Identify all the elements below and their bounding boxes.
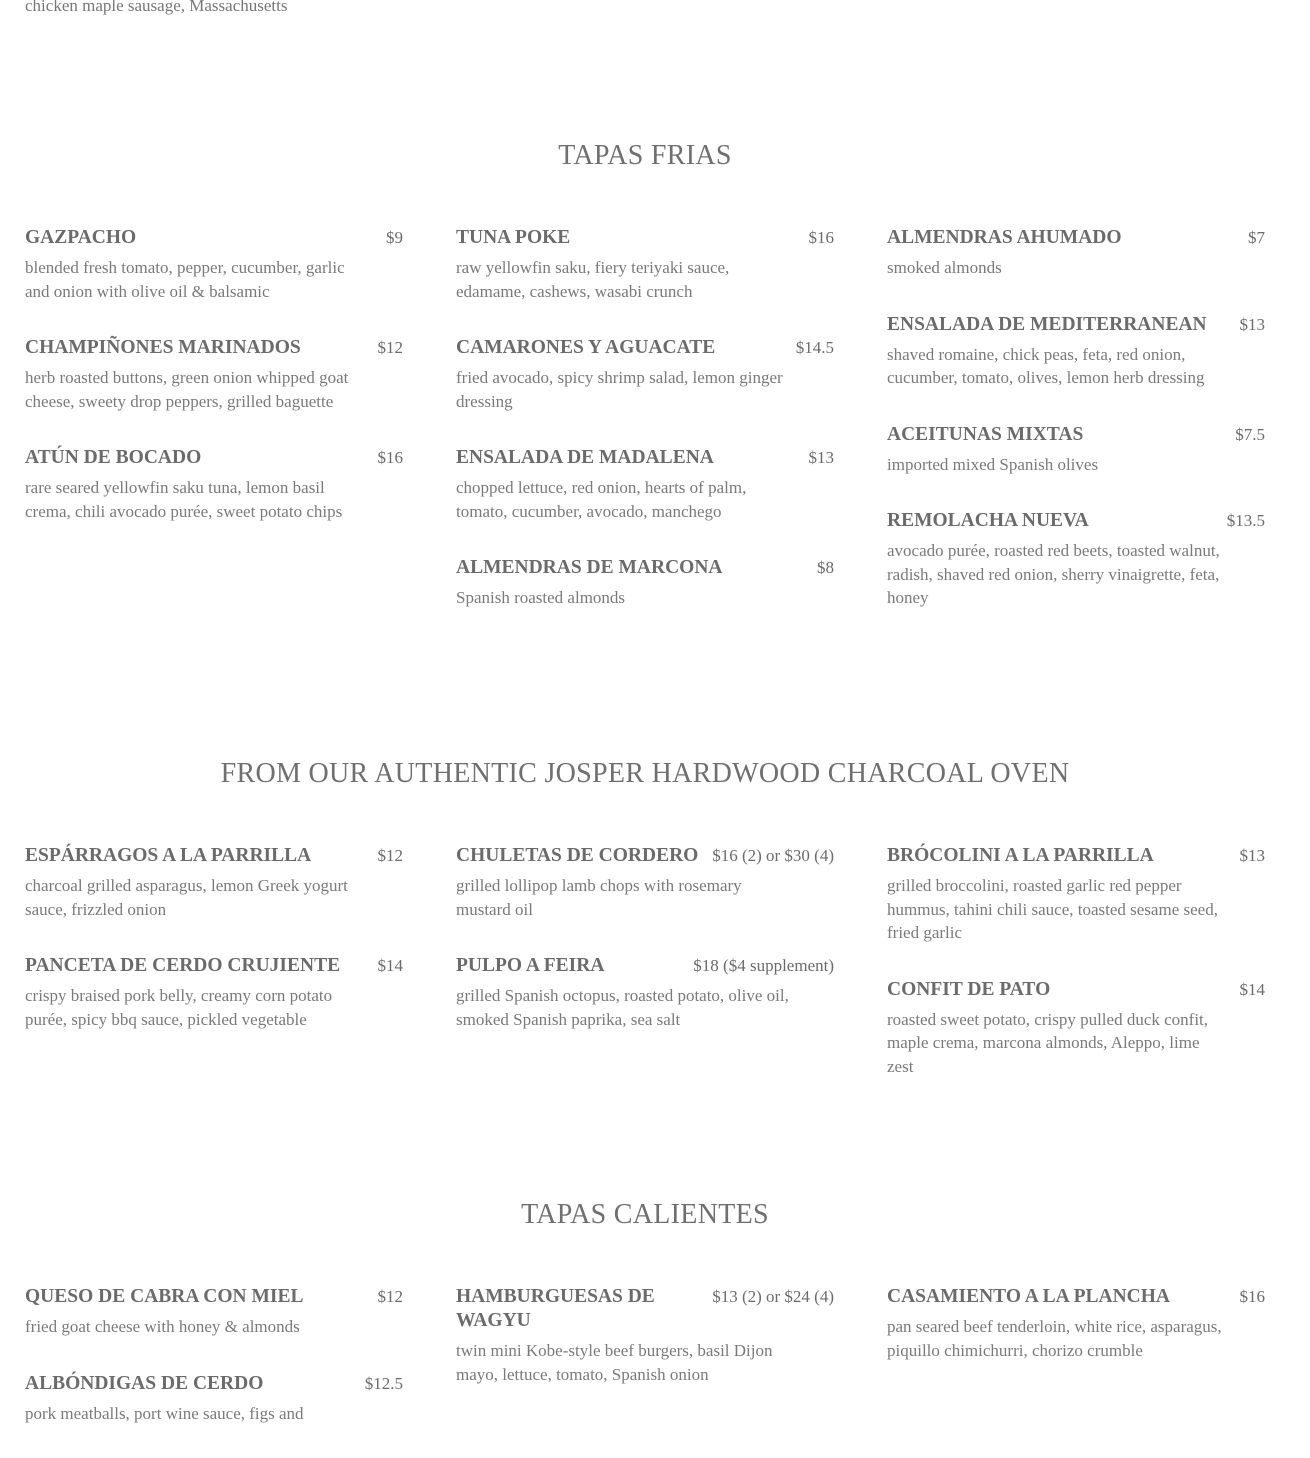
menu-item-price: $9: [386, 226, 403, 250]
menu-item-header: [25, 1285, 403, 1309]
menu-item: [25, 954, 403, 1031]
menu-item-name: BRÓCOLINI A LA PARRILLA: [887, 845, 1154, 866]
menu-item-description: fried goat cheese with honey & almonds: [25, 1317, 300, 1336]
menu-item: [456, 844, 834, 921]
menu-item-header: [456, 954, 834, 978]
menu-item-description: herb roasted buttons, green onion whipped goat cheese, sweety drop peppers, grilled baguette: [25, 368, 349, 411]
menu-item-name: TUNA POKE: [456, 227, 571, 248]
section-title: TAPAS CALIENTES: [521, 1199, 769, 1230]
menu-item: [887, 509, 1265, 610]
menu-item-description: smoked almonds: [887, 258, 1002, 277]
menu-item: [456, 336, 834, 413]
menu-item-description: blended fresh tomato, pepper, cucumber, garlic and onion with olive oil & balsamic: [25, 258, 345, 301]
menu-column: [887, 1285, 1265, 1395]
section-title: TAPAS FRIAS: [558, 140, 732, 171]
menu-item-price: $12: [378, 1285, 404, 1309]
menu-item: [887, 1285, 1265, 1362]
menu-item-description: grilled Spanish octopus, roasted potato, olive oil, smoked Spanish paprika, sea salt: [456, 986, 789, 1029]
menu-item-price: $7.5: [1235, 423, 1265, 447]
menu-item: [456, 226, 834, 303]
menu-item-name: ACEITUNAS MIXTAS: [887, 423, 1084, 445]
menu-item-name: PULPO A FEIRA: [456, 955, 605, 976]
menu-item-price: $13: [1240, 313, 1266, 337]
menu-item-description: imported mixed Spanish olives: [887, 454, 1099, 474]
menu-item-header: [887, 844, 1265, 868]
menu-column: [456, 226, 834, 643]
menu-column: [456, 844, 834, 1064]
menu-item-description: charcoal grilled asparagus, lemon Greek yogurt sauce, frizzled onion: [25, 876, 348, 919]
item-description: chicken maple sausage, Massachusetts: [25, 0, 288, 15]
menu-item-header: [456, 1285, 834, 1333]
menu-item-name: ALBÓNDIGAS DE CERDO: [25, 1372, 264, 1394]
menu-item-name: ALMENDRAS DE MARCONA: [456, 557, 723, 578]
menu-item-name: ENSALADA DE MEDITERRANEAN: [887, 313, 1207, 335]
menu-item-price: $13: [809, 446, 835, 470]
menu-item: [25, 1372, 403, 1426]
menu-item-description: rare seared yellowfin saku tuna, lemon basil crema, chili avocado purée, sweet potato chips: [25, 478, 343, 521]
menu-item-name: CONFIT DE PATO: [887, 978, 1051, 1000]
menu-item-description: shaved romaine, chick peas, feta, red onion, cucumber, tomato, olives, lemon herb dressing: [887, 344, 1205, 387]
menu-item: [887, 844, 1265, 945]
menu-item-price: $12.5: [365, 1372, 403, 1396]
menu-item-header: [887, 978, 1265, 1002]
menu-item-header: [25, 1372, 403, 1396]
menu-column: [456, 1285, 834, 1419]
menu-item-header: [25, 446, 403, 470]
menu-item-description: raw yellowfin saku, fiery teriyaki sauce, edamame, cashews, wasabi crunch: [456, 258, 730, 301]
menu-item-header: [456, 336, 834, 360]
menu-item: [887, 978, 1265, 1079]
menu-item-description: Spanish roasted almonds: [456, 588, 626, 607]
menu-item-header: [456, 556, 834, 580]
menu-item-price: $13: [1240, 844, 1266, 868]
menu-item-description: pan seared beef tenderloin, white rice, asparagus, piquillo chimichurri, chorizo crumble: [887, 1317, 1222, 1360]
menu-item-price: $13 (2) or $24 (4): [712, 1285, 834, 1309]
menu-item-name: ENSALADA DE MADALENA: [456, 447, 714, 468]
menu-item-name: PANCETA DE CERDO CRUJIENTE: [25, 955, 341, 976]
menu-item-description: fried avocado, spicy shrimp salad, lemon ginger dressing: [456, 368, 783, 411]
menu-item-header: [456, 446, 834, 470]
menu-item: [887, 313, 1265, 390]
menu-column: [25, 226, 403, 556]
menu-item-header: [887, 423, 1265, 447]
menu-item-header: [887, 1285, 1265, 1309]
menu-column: [25, 1285, 403, 1458]
menu-item-name: ATÚN DE BOCADO: [25, 447, 202, 468]
menu-item-price: $8: [817, 556, 834, 580]
menu-item-price: $14: [1240, 978, 1266, 1002]
menu-item: [456, 446, 834, 523]
menu-item-name: ESPÁRRAGOS A LA PARRILLA: [25, 845, 312, 866]
menu-item-price: $16: [378, 446, 404, 470]
menu-column: [25, 844, 403, 1064]
menu-item: [25, 446, 403, 523]
menu-item-header: [456, 844, 834, 868]
section-title: FROM OUR AUTHENTIC JOSPER HARDWOOD CHARCOAL OVEN: [220, 758, 1070, 789]
menu-item-header: [25, 226, 403, 250]
menu-item-price: $16: [1240, 1285, 1266, 1309]
menu-item-price: $12: [378, 844, 404, 868]
menu-item: [456, 556, 834, 610]
menu-column: [887, 226, 1265, 643]
menu-item-description: crispy braised pork belly, creamy corn potato purée, spicy bbq sauce, pickled vegetable: [25, 986, 333, 1029]
menu-item-price: $13.5: [1227, 509, 1265, 533]
menu-item-header: [25, 844, 403, 868]
menu-item-description: grilled lollipop lamb chops with rosemary mustard oil: [456, 876, 742, 919]
menu-item-name: ALMENDRAS AHUMADO: [887, 227, 1122, 248]
menu-item-name: QUESO DE CABRA CON MIEL: [25, 1286, 304, 1307]
menu-item: [456, 1285, 834, 1386]
menu-item-price: $18 ($4 supplement): [693, 954, 834, 978]
menu-item-price: $14: [378, 954, 404, 978]
menu-item-name: CHAMPIÑONES MARINADOS: [25, 337, 301, 358]
menu-item-name: CAMARONES Y AGUACATE: [456, 337, 716, 358]
menu-item-price: $14.5: [796, 336, 834, 360]
menu-item-header: [25, 336, 403, 360]
menu-item-description: chopped lettuce, red onion, hearts of palm, tomato, cucumber, avocado, manchego: [456, 478, 747, 521]
menu-item-name: CASAMIENTO A LA PLANCHA: [887, 1286, 1170, 1307]
menu-item-header: [887, 313, 1265, 337]
menu-item-description: twin mini Kobe-style beef burgers, basil Dijon mayo, lettuce, tomato, Spanish onion: [456, 1341, 773, 1384]
menu-item: [887, 226, 1265, 280]
menu-item-name: CHULETAS DE CORDERO: [456, 845, 699, 866]
menu-item-price: $16: [809, 226, 835, 250]
menu-item: [25, 1285, 403, 1339]
menu-item-description: roasted sweet potato, crispy pulled duck confit, maple crema, marcona almonds, Aleppo, lime zest: [887, 1009, 1209, 1076]
menu-item-price: $16 (2) or $30 (4): [712, 844, 834, 868]
menu-item-header: [25, 954, 403, 978]
menu-item-name: GAZPACHO: [25, 227, 137, 248]
menu-item-header: [887, 226, 1265, 250]
menu-item-name: REMOLACHA NUEVA: [887, 510, 1089, 531]
menu-item: [887, 423, 1265, 477]
menu-item-name: HAMBURGUESAS DE WAGYU: [456, 1286, 655, 1331]
menu-item-description: pork meatballs, port wine sauce, figs and: [25, 1403, 304, 1423]
menu-item-header: [887, 509, 1265, 533]
menu-column: [887, 844, 1265, 1111]
menu-item-price: $12: [378, 336, 404, 360]
menu-item-price: $7: [1248, 226, 1265, 250]
menu-item: [456, 954, 834, 1031]
menu-item-description: avocado purée, roasted red beets, toasted walnut, radish, shaved red onion, sherry vinaigrette, feta, honey: [887, 541, 1220, 607]
menu-item-header: [456, 226, 834, 250]
menu-item: [25, 226, 403, 303]
menu-item: [25, 844, 403, 921]
menu-item-description: grilled broccolini, roasted garlic red pepper hummus, tahini chili sauce, toasted sesame seed, fried garlic: [887, 876, 1218, 942]
menu-item: [25, 336, 403, 413]
